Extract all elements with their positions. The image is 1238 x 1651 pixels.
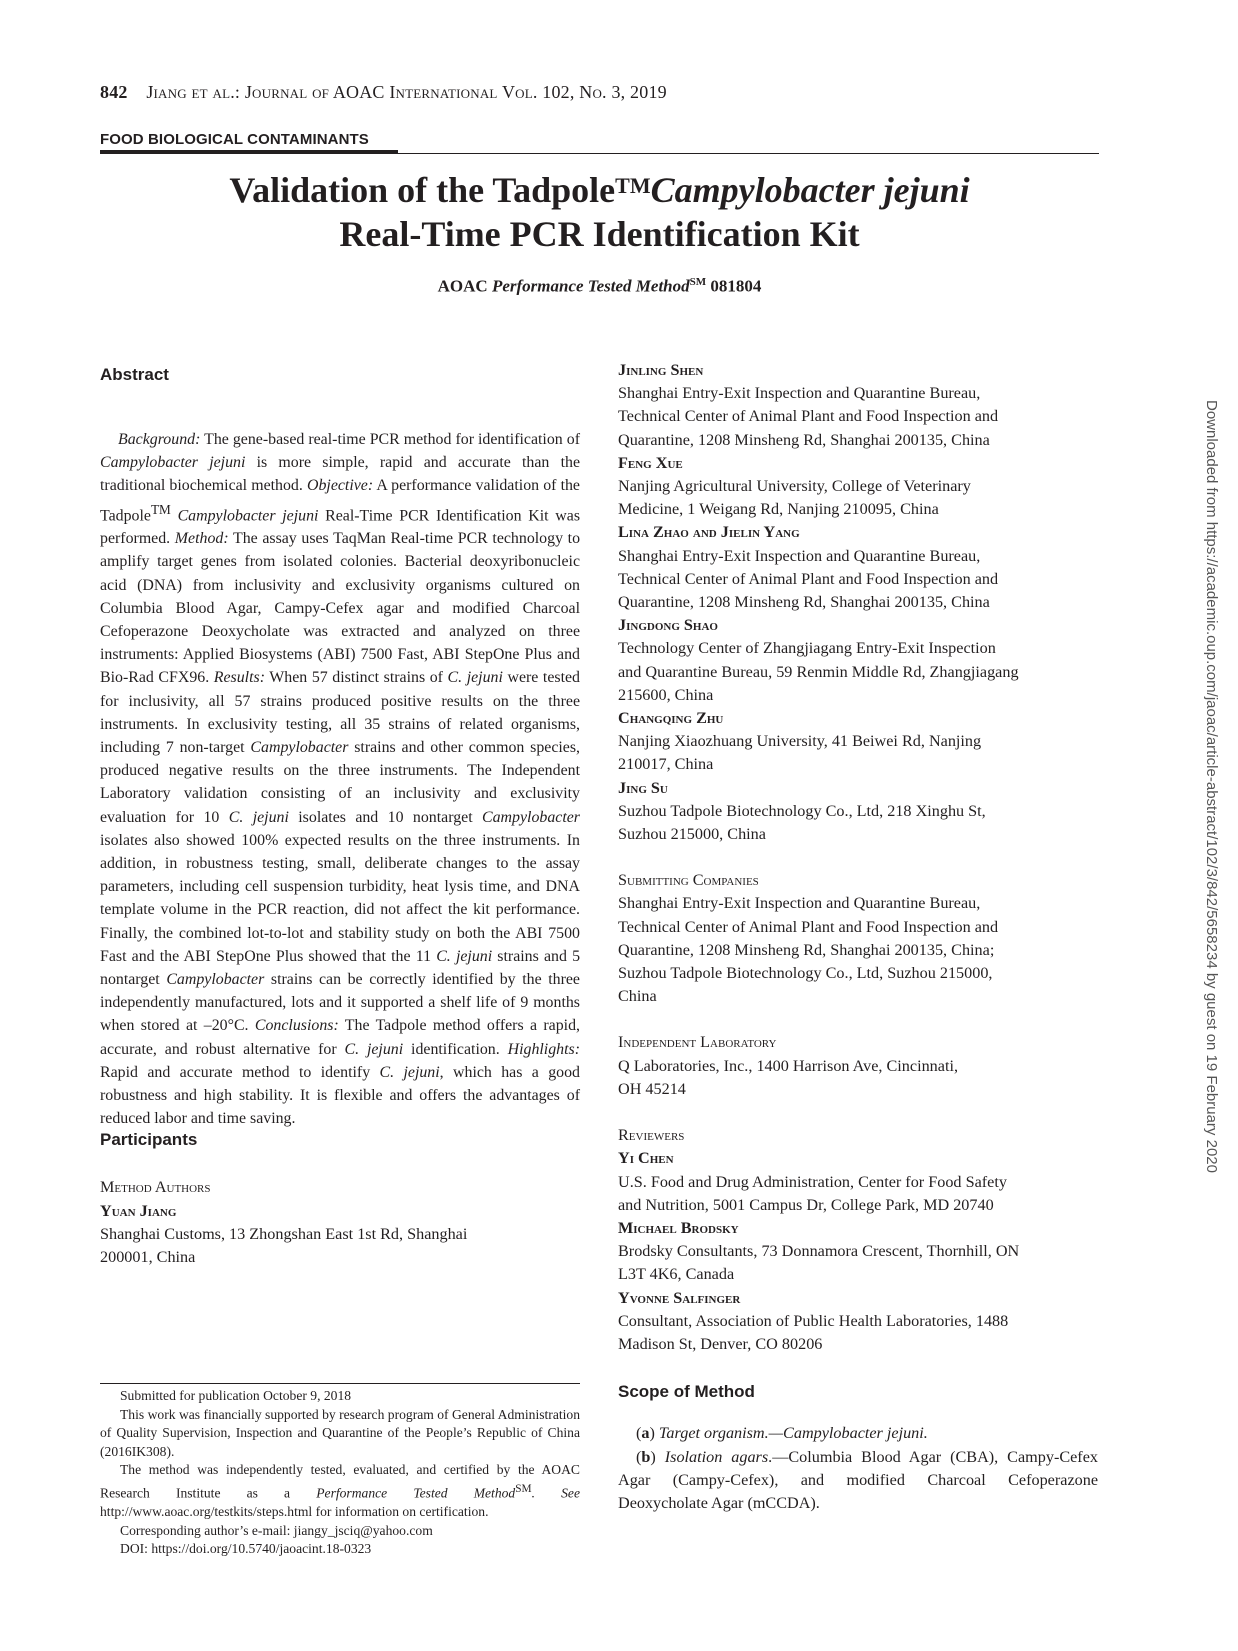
reviewer-affiliation: Madison St, Denver, CO 80206	[618, 1334, 823, 1353]
author-affiliation: Shanghai Entry-Exit Inspection and Quarantine Bureau,	[618, 384, 981, 403]
abstract-span: The assay uses TaqMan Real-time PCR technology to amplify target genes from isolated colonies. Bacterial deoxyribonucleic acid (DNA) from inclusivity and exclusivity organisms cultured on Columbia Blood Agar, Campy-Cefex agar and modified Charcoal Cefoperazone Deoxycholate was extracted and analyzed on three instruments: Applied Biosystems (ABI) 7500 Fast, ABI StepOne Plus and Bio-Rad CFX96.	[100, 530, 581, 687]
organism-name: Campylobacter	[482, 808, 580, 826]
submitting-company-line: Quarantine, 1208 Minsheng Rd, Shanghai 200135, China;	[618, 940, 995, 959]
scope-item-label: b	[641, 1447, 651, 1466]
reviewers-label: Reviewers	[618, 1126, 685, 1145]
author-affiliation: 210017, China	[618, 755, 714, 774]
reviewer-name: Yvonne Salfinger	[618, 1288, 741, 1307]
abstract-span: Real-Time PCR Identification Kit was performed.	[100, 506, 581, 548]
author-name: Jing Su	[618, 778, 668, 797]
title-tm: TM	[615, 173, 651, 198]
submitting-company-line: Suzhou Tadpole Biotechnology Co., Ltd, Suzhou 215000,	[618, 964, 993, 983]
author-affiliation: 200001, China	[100, 1248, 196, 1266]
abstract-label: Results:	[213, 669, 265, 687]
footnote-doi[interactable]: DOI: https://doi.org/10.5740/jaoacint.18-0323	[120, 1541, 372, 1557]
footnote-link[interactable]: http://www.aoac.org/testkits/steps.html for information on certification.	[100, 1504, 489, 1520]
reviewer-name: Michael Brodsky	[618, 1218, 739, 1237]
footnote-italic: Performance Tested Method	[316, 1485, 516, 1501]
submitting-company-line: Shanghai Entry-Exit Inspection and Quarantine Bureau,	[618, 894, 981, 913]
method-authors-label: Method Authors	[100, 1178, 211, 1197]
scope-heading: Scope of Method	[618, 1382, 755, 1402]
subtitle-prefix: AOAC	[437, 276, 488, 296]
reviewer-affiliation: L3T 4K6, Canada	[618, 1265, 735, 1284]
footnote-email[interactable]: Corresponding author’s e-mail: jiangy_jsciq@yahoo.com	[120, 1522, 433, 1538]
abstract-span: The Tadpole method offers a rapid, accurate, and robust alternative for	[100, 1017, 581, 1058]
submitting-company-line: China	[618, 987, 657, 1006]
section-tag: FOOD BIOLOGICAL CONTAMINANTS	[100, 131, 369, 148]
author-affiliation: Nanjing Agricultural University, College of Veterinary	[618, 477, 971, 496]
author-affiliation: Shanghai Customs, 13 Zhongshan East 1st Rd, Shanghai	[100, 1224, 468, 1243]
organism-name: Campylobacter jejuni	[177, 506, 319, 524]
abstract-span: A performance validation of the Tadpole	[100, 477, 580, 524]
download-margin-note: Downloaded from https://academic.oup.com/jaoac/article-abstract/102/3/842/5658234 by guest on 19 February 2020	[1203, 400, 1220, 1173]
right-column	[618, 361, 1098, 1516]
scope-item-text: .—Columbia Blood Agar (CBA), Campy-Cefex Agar (Campy-Cefex), and modified Charcoal Cefoperazone Deoxycholate Agar (mCCDA).	[618, 1447, 1098, 1513]
abstract-label: Method:	[174, 530, 229, 548]
running-title: Jiang et al.: Journal of AOAC International Vol. 102, No. 3, 2019	[146, 82, 667, 102]
subtitle-number: 081804	[710, 276, 762, 296]
scope-item-b: (b) Isolation agars.—Columbia Blood Agar (CBA), Campy-Cefex Agar (Campy-Cefex), and modified Charcoal Cefoperazone Deoxycholate Agar (mCCDA).	[618, 1447, 1098, 1513]
reviewer-affiliation: Consultant, Association of Public Health Laboratories, 1488	[618, 1311, 1009, 1330]
organism-name: C. jejuni	[447, 669, 503, 687]
author-affiliation: Technical Center of Animal Plant and Food Inspection and	[618, 569, 999, 588]
abstract-span: strains can be correctly identified by the three independently manufactured, lots and it supported a shelf life of 9 months when stored at –20°C.	[100, 970, 580, 1035]
scope-item-italic: Isolation agars	[664, 1447, 769, 1466]
reviewer-affiliation: U.S. Food and Drug Administration, Center for Food Safety	[618, 1172, 1007, 1191]
organism-name: C. jejuni	[379, 1063, 440, 1081]
organism-name: C. jejuni	[344, 1040, 404, 1058]
author-affiliation: Quarantine, 1208 Minsheng Rd, Shanghai 200135, China	[618, 593, 990, 612]
footnote-rule	[100, 1383, 580, 1384]
subtitle-italic: Performance Tested Method	[491, 276, 690, 296]
abstract-label: Objective:	[306, 477, 374, 495]
footnotes	[100, 1387, 580, 1559]
author-affiliation: Quarantine, 1208 Minsheng Rd, Shanghai 200135, China	[618, 430, 990, 449]
footnote-certification	[100, 1461, 580, 1521]
reviewer-affiliation: Brodsky Consultants, 73 Donnamora Crescent, Thornhill, ON	[618, 1242, 1020, 1261]
subtitle-sm: SM	[689, 276, 707, 288]
author-name: Yuan Jiang	[100, 1201, 177, 1220]
independent-lab-line: OH 45214	[618, 1079, 686, 1098]
abstract-label: Conclusions:	[254, 1017, 339, 1035]
scope-item-label: a	[641, 1424, 650, 1443]
organism-name: Campylobacter	[250, 738, 349, 756]
title-part1: Validation of the Tadpole	[229, 170, 616, 210]
abstract-label: Background:	[118, 431, 201, 448]
footnote-submitted: Submitted for publication October 9, 2018	[120, 1388, 352, 1403]
independent-lab-label: Independent Laboratory	[618, 1033, 777, 1052]
reviewer-affiliation: and Nutrition, 5001 Campus Dr, College Park, MD 20740	[618, 1195, 994, 1214]
participants-heading: Participants	[100, 1130, 198, 1150]
author-affiliation: Suzhou Tadpole Biotechnology Co., Ltd, 218 Xinghu St,	[618, 801, 986, 820]
author-name: Changqing Zhu	[618, 709, 724, 728]
abstract-heading: Abstract	[100, 365, 169, 384]
page-number: 842	[100, 82, 128, 102]
scope-item-a: (a) Target organism.—Campylobacter jejuni.	[636, 1424, 928, 1443]
submitting-companies-label: Submitting Companies	[618, 871, 759, 890]
footnote-see: . See	[531, 1485, 580, 1501]
abstract-span: were tested for inclusivity, all 57 strains produced positive results on the three instruments. In exclusivity testing, all 35 strains of related organisms, including 7 non-target	[100, 669, 580, 756]
footnote-span: The method was independently tested, evaluated, and certified by the AOAC Research Institute as a	[100, 1462, 580, 1501]
section-rule-thick	[100, 150, 398, 154]
organism-name: Campylobacter	[166, 970, 265, 988]
organism-name: Campylobacter jejuni	[100, 454, 246, 472]
author-name: Jingdong Shao	[618, 616, 718, 635]
abstract-span: Rapid and accurate method to identify	[100, 1063, 380, 1081]
scope-list	[618, 1422, 1098, 1516]
submitting-company-line: Technical Center of Animal Plant and Food Inspection and	[618, 917, 999, 936]
author-name: Feng Xue	[618, 453, 683, 472]
author-affiliation: Shanghai Entry-Exit Inspection and Quarantine Bureau,	[618, 546, 981, 565]
abstract-span: strains and other common species, produced negative results on the three instruments. The Independent Laboratory validation consisting of an inclusivity and exclusivity evaluation for 10	[100, 738, 581, 826]
running-header	[100, 82, 667, 103]
abstract-text	[100, 428, 580, 1130]
title-organism: Campylobacter jejuni	[650, 170, 970, 210]
trademark: TM	[150, 501, 171, 517]
author-affiliation: Suzhou 215000, China	[618, 825, 766, 844]
title-line2: Real-Time PCR Identification Kit	[339, 214, 860, 254]
abstract-span: strains and 5 nontarget	[100, 947, 581, 988]
organism-name: C. jejuni	[228, 808, 289, 826]
reviewer-name: Yi Chen	[618, 1149, 674, 1168]
abstract-label: Highlights:	[507, 1040, 581, 1058]
author-affiliation: and Quarantine Bureau, 59 Renmin Middle Rd, Zhangjiagang	[618, 662, 1019, 681]
abstract-span: is more simple, rapid and accurate than the traditional biochemical method.	[100, 454, 580, 495]
abstract-span: identification.	[403, 1040, 508, 1058]
organism-name: C. jejuni	[436, 947, 493, 965]
article-title	[100, 168, 1099, 256]
abstract-span: When 57 distinct strains of	[265, 669, 448, 687]
author-affiliation: Technology Center of Zhangjiagang Entry-Exit Inspection	[618, 639, 996, 658]
left-column	[100, 365, 580, 1269]
author-affiliation: Technical Center of Animal Plant and Food Inspection and	[618, 407, 999, 426]
section-rule-thin	[398, 153, 1099, 154]
abstract-span: , which has a good robustness and high stability. It is flexible and offers the advantages of reduced labor and time saving.	[100, 1063, 580, 1128]
abstract-span	[171, 507, 178, 524]
footnote-sm: SM	[515, 1482, 532, 1495]
author-name: Jinling Shen	[618, 361, 704, 379]
author-affiliation: Nanjing Xiaozhuang University, 41 Beiwei Rd, Nanjing	[618, 732, 982, 751]
abstract-span: isolates and 10 nontarget	[288, 808, 483, 826]
author-affiliation: 215600, China	[618, 685, 714, 704]
author-name: Lina Zhao and Jielin Yang	[618, 523, 800, 542]
abstract-span: The gene-based real-time PCR method for identification of	[200, 431, 580, 448]
article-subtitle	[100, 276, 1099, 297]
author-affiliation: Medicine, 1 Weigang Rd, Nanjing 210095, China	[618, 500, 939, 519]
footnote-funding: This work was financially supported by research program of General Administration of Quality Supervision, Inspection and Quarantine of the People’s Republic of China (2016IK308).	[100, 1406, 580, 1459]
scope-item-text: Target organism.—Campylobacter jejuni.	[658, 1424, 928, 1443]
abstract-span: isolates also showed 100% expected results on the three instruments. In addition, in robustness testing, small, deliberate changes to the assay parameters, including cell suspension turbidity, heat lysis time, and DNA template volume in the PCR reaction, did not affect the kit performance. Finally, the combined lot-to-lot and stability study on both the ABI 7500 Fast and the ABI StepOne Plus showed that the 11	[100, 831, 580, 965]
independent-lab-line: Q Laboratories, Inc., 1400 Harrison Ave, Cincinnati,	[618, 1056, 958, 1075]
